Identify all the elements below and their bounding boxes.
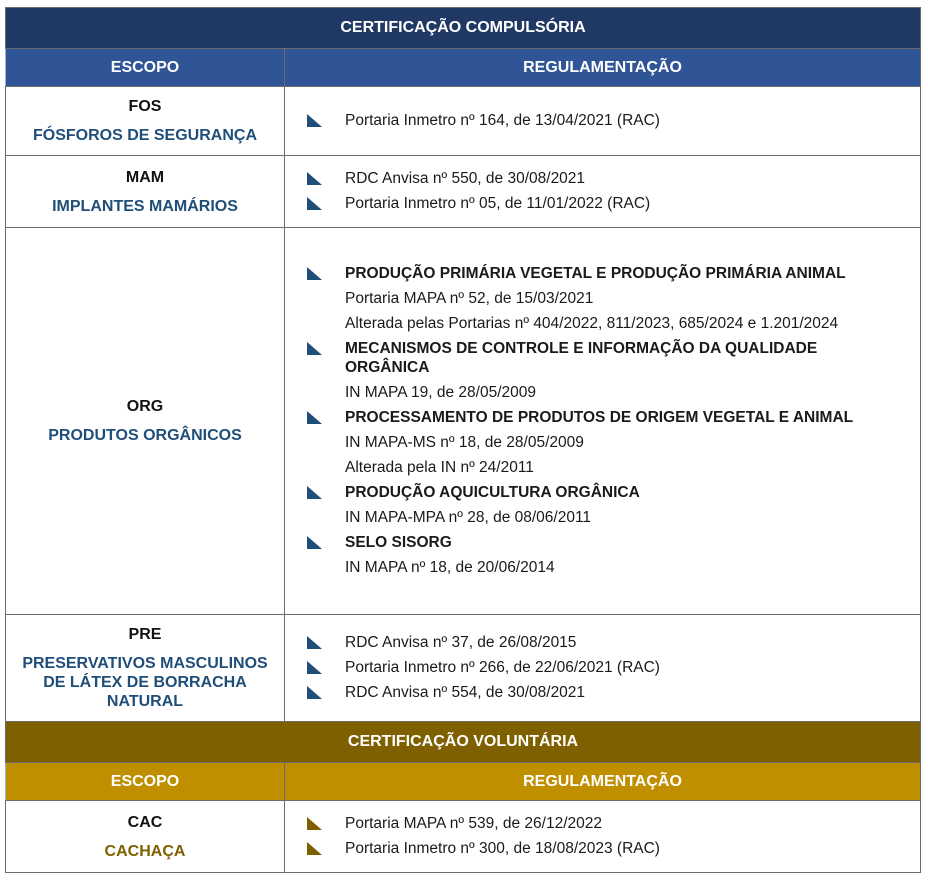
regulation-heading — [307, 339, 920, 377]
regulation-text: RDC Anvisa nº 37, de 26/08/2015 — [345, 634, 577, 651]
scope-code: MAM — [125, 168, 165, 186]
triangle-bullet-icon — [307, 842, 322, 855]
scope-code: FOS — [128, 98, 162, 115]
regulation-detail: Alterada pela IN nº 24/2011 — [345, 459, 534, 476]
scope-code: CAC — [127, 813, 163, 831]
heading-text: SELO SISORG — [345, 534, 452, 551]
regulation-cell — [285, 156, 921, 228]
regulation-item — [307, 814, 920, 833]
scope-name: IMPLANTES MAMÁRIOS — [52, 197, 238, 215]
triangle-bullet-icon — [307, 411, 322, 424]
regulation-item — [307, 839, 920, 858]
table-row-pre — [6, 615, 921, 722]
regulation-text: RDC Anvisa nº 554, de 30/08/2021 — [345, 684, 586, 701]
compulsory-title-row — [6, 8, 921, 49]
scope-name: PRODUTOS ORGÂNICOS — [48, 427, 242, 444]
triangle-bullet-icon — [307, 114, 322, 127]
compulsory-header-row — [6, 49, 921, 87]
triangle-bullet-icon — [307, 197, 322, 210]
voluntary-header-row — [6, 763, 921, 801]
regulation-item — [307, 169, 920, 188]
regulation-text: Portaria Inmetro nº 164, de 13/04/2021 (RAC) — [345, 112, 660, 129]
scope-header: ESCOPO — [6, 763, 285, 801]
regulation-item — [307, 633, 920, 652]
scope-name: PRESERVATIVOS MASCULINOS DE LÁTEX DE BORRACHA NATURAL — [22, 655, 268, 710]
triangle-bullet-icon — [307, 661, 322, 674]
heading-text: PRODUÇÃO AQUICULTURA ORGÂNICA — [345, 484, 640, 501]
scope-cell — [6, 87, 285, 156]
scope-name: FÓSFOROS DE SEGURANÇA — [32, 127, 257, 144]
triangle-bullet-icon — [307, 686, 322, 699]
regulation-text: Portaria Inmetro nº 266, de 22/06/2021 (RAC) — [345, 659, 660, 676]
scope-cell — [6, 615, 285, 722]
scope-header: ESCOPO — [6, 49, 285, 87]
scope-code: PRE — [128, 626, 162, 643]
regulation-cell — [285, 615, 921, 722]
triangle-bullet-icon — [307, 536, 322, 549]
table-row-cac — [6, 801, 921, 873]
regulation-detail: Portaria MAPA nº 52, de 15/03/2021 — [345, 290, 594, 307]
regulation-item — [307, 658, 920, 677]
regulation-text: Portaria MAPA nº 539, de 26/12/2022 — [345, 815, 602, 832]
voluntary-title-row — [6, 722, 921, 763]
regulation-heading — [307, 533, 920, 552]
scope-cell — [6, 228, 285, 615]
table-row-org — [6, 228, 921, 615]
regulation-text: Portaria Inmetro nº 300, de 18/08/2023 (RAC) — [345, 840, 660, 857]
heading-text: PROCESSAMENTO DE PRODUTOS DE ORIGEM VEGETAL E ANIMAL — [345, 409, 854, 426]
heading-text: PRODUÇÃO PRIMÁRIA VEGETAL E PRODUÇÃO PRIMÁRIA ANIMAL — [345, 265, 846, 282]
certification-table — [5, 7, 921, 873]
regulation-header: REGULAMENTAÇÃO — [285, 49, 921, 87]
scope-name: CACHAÇA — [104, 842, 186, 860]
regulation-detail: Alterada pelas Portarias nº 404/2022, 811/2023, 685/2024 e 1.201/2024 — [345, 315, 839, 332]
regulation-detail: IN MAPA-MPA nº 28, de 08/06/2011 — [345, 509, 592, 526]
scope-cell — [6, 801, 285, 873]
regulation-detail: IN MAPA-MS nº 18, de 28/05/2009 — [345, 434, 584, 451]
regulation-heading — [307, 408, 920, 427]
regulation-text: RDC Anvisa nº 550, de 30/08/2021 — [345, 170, 586, 187]
regulation-cell — [285, 801, 921, 873]
table-row-mam — [6, 156, 921, 228]
regulation-text: Portaria Inmetro nº 05, de 11/01/2022 (RAC) — [345, 195, 651, 212]
triangle-bullet-icon — [307, 267, 322, 280]
regulation-detail: IN MAPA 19, de 28/05/2009 — [345, 384, 537, 401]
regulation-item — [307, 683, 920, 702]
regulation-header: REGULAMENTAÇÃO — [285, 763, 921, 801]
table-row-fos — [6, 87, 921, 156]
triangle-bullet-icon — [307, 636, 322, 649]
compulsory-title: CERTIFICAÇÃO COMPULSÓRIA — [6, 8, 921, 49]
triangle-bullet-icon — [307, 172, 322, 185]
regulation-heading — [307, 264, 920, 283]
regulation-cell — [285, 228, 921, 615]
scope-cell — [6, 156, 285, 228]
voluntary-title: CERTIFICAÇÃO VOLUNTÁRIA — [6, 722, 921, 763]
regulation-cell — [285, 87, 921, 156]
regulation-detail: IN MAPA nº 18, de 20/06/2014 — [345, 559, 555, 576]
triangle-bullet-icon — [307, 817, 322, 830]
regulation-item — [307, 194, 920, 213]
scope-code: ORG — [126, 398, 164, 415]
triangle-bullet-icon — [307, 486, 322, 499]
regulation-item — [307, 111, 920, 130]
heading-text: MECANISMOS DE CONTROLE E INFORMAÇÃO DA QUALIDADE ORGÂNICA — [345, 340, 818, 376]
triangle-bullet-icon — [307, 342, 322, 355]
regulation-heading — [307, 483, 920, 502]
